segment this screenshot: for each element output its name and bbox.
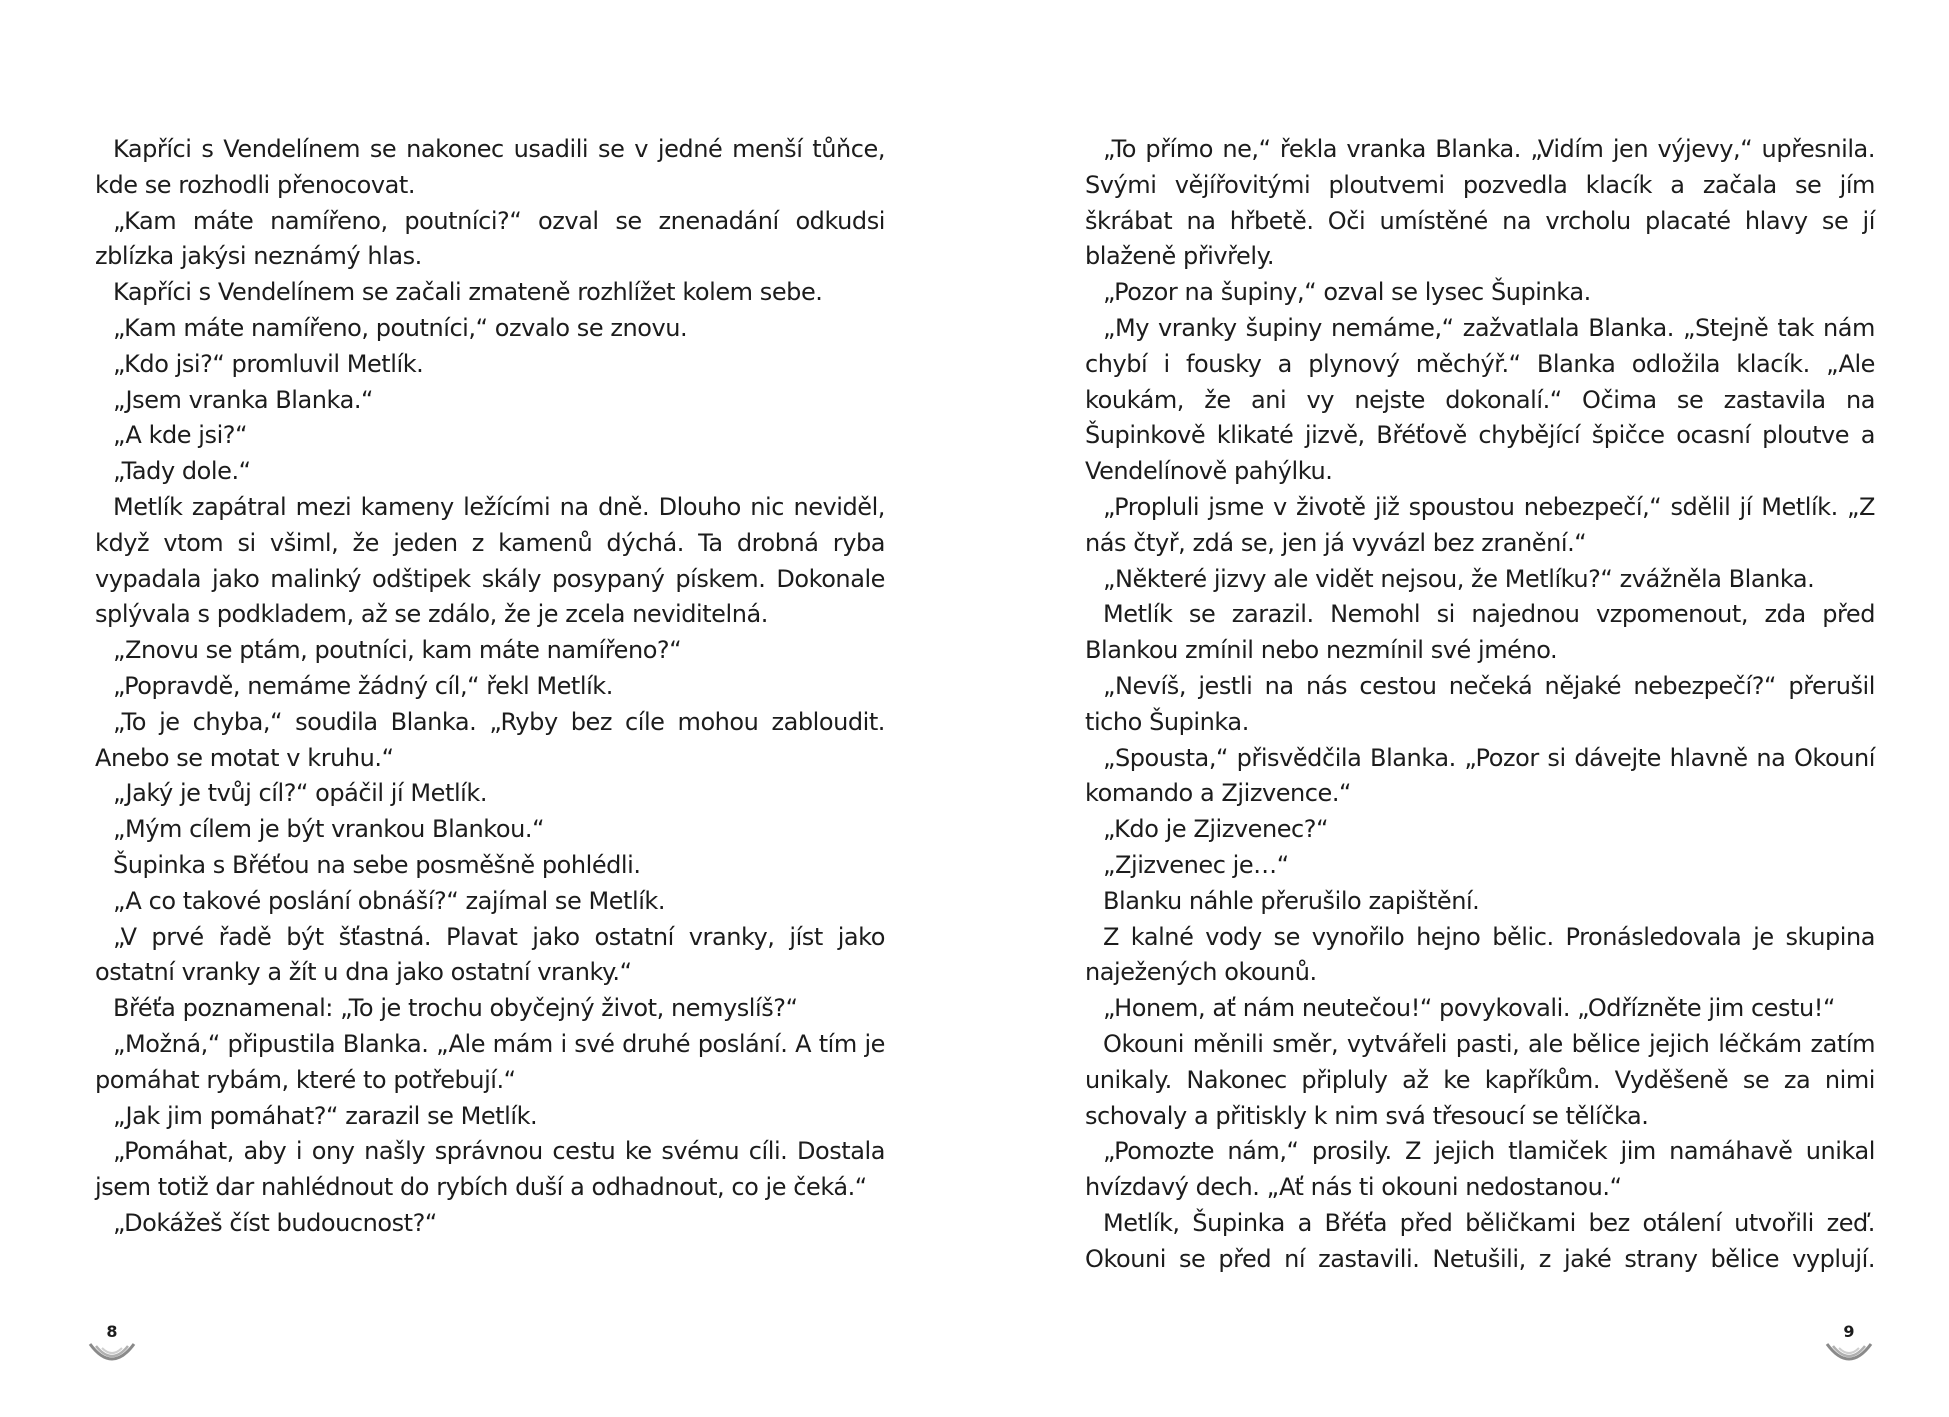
paragraph: „A kde jsi?“ [113, 421, 248, 450]
left-page [95, 132, 885, 1242]
paragraph: „Nevíš, jestli na nás cestou nečeká nějaké nebezpečí?“ přerušil ticho Šupinka. [1085, 671, 1875, 736]
paragraph: „Popravdě, nemáme žádný cíl,“ řekl Metlík. [113, 671, 613, 700]
paragraph: „Spousta,“ přisvědčila Blanka. „Pozor si dávejte hlavně na Okouní komando a Zjizvence.“ [1085, 743, 1875, 808]
paragraph: „Možná,“ připustila Blanka. „Ale mám i své druhé poslání. A tím je pomáhat rybám, které to potřebují.“ [95, 1029, 885, 1094]
paragraph: „Honem, ať nám neutečou!“ povykovali. „Odřízněte jim cestu!“ [1103, 994, 1835, 1023]
paragraph: „Jaký je tvůj cíl?“ opáčil jí Metlík. [113, 779, 488, 808]
paragraph: „A co takové poslání obnáší?“ zajímal se Metlík. [113, 886, 666, 915]
paragraph: „Pozor na šupiny,“ ozval se lysec Šupinka. [1103, 278, 1591, 307]
paragraph: Břéťa poznamenal: „To je trochu obyčejný život, nemyslíš?“ [113, 994, 798, 1023]
page-number-left [82, 1322, 142, 1372]
paragraph: Metlík, Šupinka a Břéťa před běličkami bez otálení utvořili zeď. Okouni se před ní zastavili. Netušili, z jaké strany bělice vyplují. [1085, 1208, 1875, 1273]
paragraph: Okouni měnili směr, vytvářeli pasti, ale bělice jejich léčkám zatím unikaly. Nakonec připluly až ke kapříkům. Vyděšeně se za nimi schovaly a přitiskly k nim svá třesoucí se tělíčka. [1085, 1029, 1875, 1130]
paragraph: „Mým cílem je být vrankou Blankou.“ [113, 815, 545, 844]
paragraph: „Propluli jsme v životě již spoustou nebezpečí,“ sdělil jí Metlík. „Z nás čtyř, zdá se, jen já vyvázl bez zranění.“ [1085, 492, 1875, 557]
paragraph: „To přímo ne,“ řekla vranka Blanka. „Vidím jen výjevy,“ upřesnila. Svými vějířovitými ploutvemi pozvedla klacík a začala se jím škrábat na hřbetě. Oči umístěné na vrcholu placaté hlavy se jí blaženě přivřely. [1085, 135, 1875, 271]
paragraph: „Kdo jsi?“ promluvil Metlík. [113, 349, 424, 378]
paragraph: „To je chyba,“ soudila Blanka. „Ryby bez cíle mohou zabloudit. Anebo se motat v kruhu.“ [95, 707, 885, 772]
right-page [1085, 132, 1875, 1278]
page-number: 9 [1843, 1322, 1855, 1341]
paragraph: „Tady dole.“ [113, 457, 251, 486]
paragraph: „V prvé řadě být šťastná. Plavat jako ostatní vranky, jíst jako ostatní vranky a žít u dna jako ostatní vranky.“ [95, 922, 885, 987]
paragraph: „Zjizvenec je…“ [1103, 850, 1289, 879]
paragraph: Kapříci s Vendelínem se začali zmateně rozhlížet kolem sebe. [113, 278, 823, 307]
paragraph: Metlík se zarazil. Nemohl si najednou vzpomenout, zda před Blankou zmínil nebo nezmínil své jméno. [1085, 600, 1875, 665]
paragraph: „Kam máte namířeno, poutníci,“ ozvalo se znovu. [113, 313, 688, 342]
page-number-right [1819, 1322, 1879, 1372]
paragraph: Z kalné vody se vynořilo hejno bělic. Pronásledovala je skupina naježených okounů. [1085, 922, 1875, 987]
paragraph: Kapříci s Vendelínem se nakonec usadili se v jedné menší tůňce, kde se rozhodli přenocovat. [95, 135, 885, 199]
paragraph: „Jak jim pomáhat?“ zarazil se Metlík. [113, 1101, 538, 1130]
paragraph: Blanku náhle přerušilo zapištění. [1103, 886, 1480, 915]
paragraph: „My vranky šupiny nemáme,“ zažvatlala Blanka. „Stejně tak nám chybí i fousky a plynový měchýř.“ Blanka odložila klacík. „Ale koukám, že ani vy nejste dokonalí.“ Očima se zastavila na Šupinkově klikaté jizvě, Břéťově chybějící špičce ocasní ploutve a Vendelínově pahýlku. [1085, 313, 1875, 486]
paragraph: „Některé jizvy ale vidět nejsou, že Metlíku?“ zvážněla Blanka. [1103, 564, 1815, 593]
paragraph: „Kam máte namířeno, poutníci?“ ozval se znenadání odkudsi zblízka jakýsi neznámý hlas. [95, 206, 885, 271]
paragraph: „Pomáhat, aby i ony našly správnou cestu ke svému cíli. Dostala jsem totiž dar nahlédnout do rybích duší a odhadnout, co je čeká.“ [95, 1137, 885, 1202]
paragraph: „Znovu se ptám, poutníci, kam máte namířeno?“ [113, 636, 682, 665]
paragraph: „Dokážeš číst budoucnost?“ [113, 1208, 437, 1237]
page-number: 8 [106, 1322, 118, 1341]
paragraph: Šupinka s Břéťou na sebe posměšně pohlédli. [113, 850, 641, 879]
paragraph: „Kdo je Zjizvenec?“ [1103, 815, 1329, 844]
paragraph: „Jsem vranka Blanka.“ [113, 385, 373, 414]
paragraph: „Pomozte nám,“ prosily. Z jejich tlamiček jim namáhavě unikal hvízdavý dech. „Ať nás ti okouni nedostanou.“ [1085, 1137, 1875, 1202]
paragraph: Metlík zapátral mezi kameny ležícími na dně. Dlouho nic neviděl, když vtom si všiml, že jeden z kamenů dýchá. Ta drobná ryba vypadala jako malinký odštipek skály posypaný pískem. Dokonale splývala s podkladem, až se zdálo, že je zcela neviditelná. [95, 492, 885, 629]
